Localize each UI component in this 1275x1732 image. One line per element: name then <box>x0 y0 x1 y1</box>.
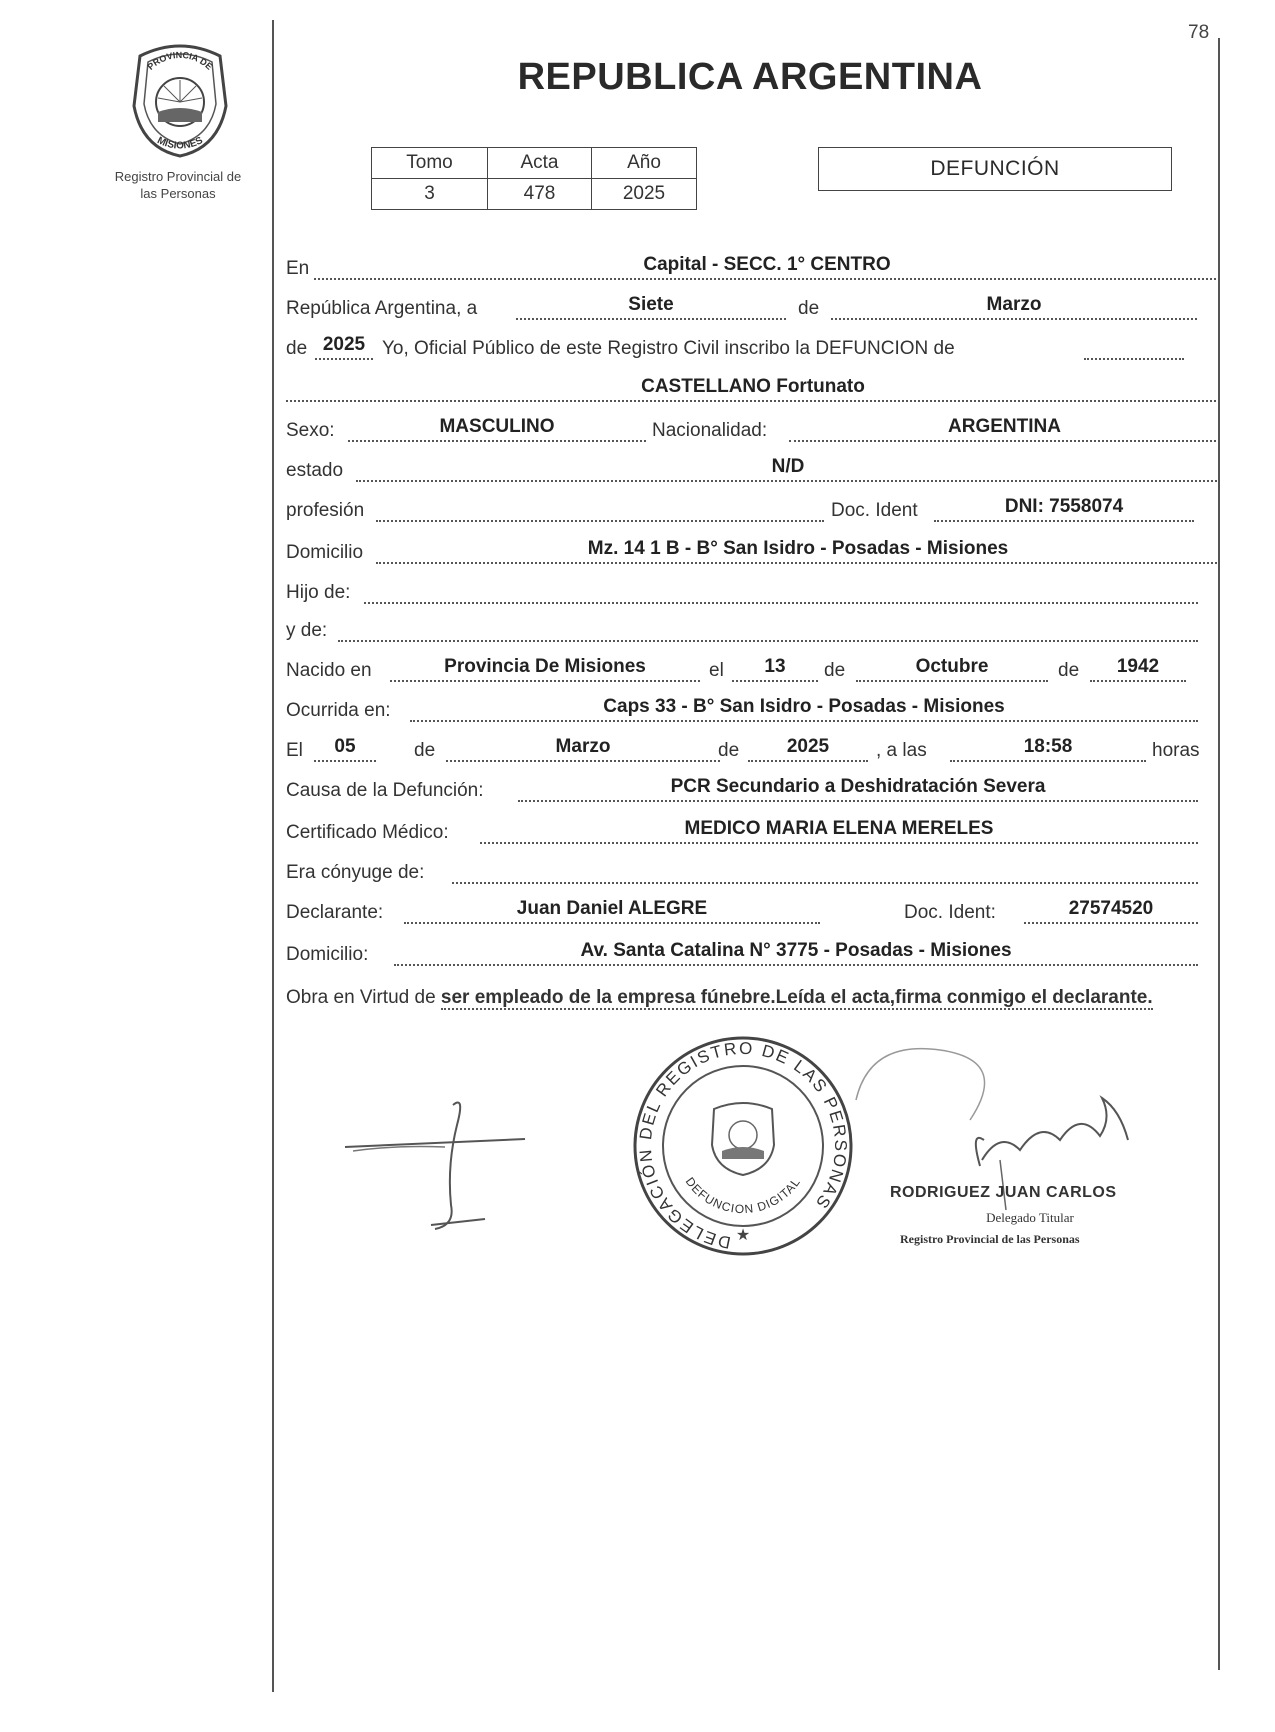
hijo-field <box>364 576 1198 604</box>
profesion-field <box>376 494 824 522</box>
yde-label: y de: <box>286 620 328 641</box>
domicilio-declarante-field: Av. Santa Catalina N° 3775 - Posadas - Misiones <box>394 938 1198 966</box>
profesion-label: profesión <box>286 500 365 521</box>
conyuge-field <box>452 856 1198 884</box>
official-role: Delegado Titular <box>986 1210 1074 1225</box>
anio-header: Año <box>592 148 697 179</box>
de-label: de <box>798 298 820 319</box>
nacionalidad-field: ARGENTINA <box>789 414 1220 442</box>
acta-header: Acta <box>488 148 592 179</box>
registry-label-line: Registro Provincial de <box>114 169 242 184</box>
row-causa <box>286 772 1220 808</box>
de-label: de <box>414 740 436 761</box>
republica-label: República Argentina, a <box>286 298 478 319</box>
nacido-anio-field: 1942 <box>1090 654 1186 682</box>
row-certificado <box>286 814 1220 850</box>
row-ocurrida <box>286 692 1220 728</box>
nacido-lugar-field: Provincia De Misiones <box>390 654 700 682</box>
declarante-doc-field: 27574520 <box>1024 896 1198 924</box>
book-reference-table <box>371 147 697 210</box>
doc-ident-label: Doc. Ident <box>831 500 918 521</box>
row-estado <box>286 452 1220 488</box>
def-hora-field: 18:58 <box>950 734 1146 762</box>
nacido-label: Nacido en <box>286 660 372 681</box>
de-label: de <box>824 660 846 681</box>
official-office: Registro Provincial de las Personas <box>900 1232 1080 1246</box>
de-anio-label: de <box>286 338 308 359</box>
emblem-text-top: PROVINCIA DE <box>145 49 215 72</box>
sexo-field: MASCULINO <box>348 414 646 442</box>
yde-field <box>338 614 1198 642</box>
row-conyuge <box>286 854 1220 890</box>
conyuge-label: Era cónyuge de: <box>286 862 425 883</box>
ocurrida-field: Caps 33 - B° San Isidro - Posadas - Misiones <box>410 694 1198 722</box>
registry-label <box>88 168 268 202</box>
row-declarante <box>286 894 1220 930</box>
declarante-field: Juan Daniel ALEGRE <box>404 896 820 924</box>
declarante-doc-label: Doc. Ident: <box>904 902 996 923</box>
de-label: de <box>1058 660 1080 681</box>
oficial-statement: Yo, Oficial Público de este Registro Civil inscribo la DEFUNCION de <box>382 338 955 359</box>
doc-ident-field: DNI: 7558074 <box>934 494 1194 522</box>
defuncion-de-field <box>1084 332 1184 360</box>
declarante-label: Declarante: <box>286 902 384 923</box>
row-en <box>286 250 1220 286</box>
tomo-header: Tomo <box>372 148 488 179</box>
nombre-field: CASTELLANO Fortunato <box>286 374 1220 402</box>
row-fecha-defuncion <box>286 732 1220 768</box>
row-yde <box>286 612 1220 648</box>
emblem-text-bottom: MISIONES <box>155 135 205 152</box>
row-profesion <box>286 492 1220 528</box>
de-label: de <box>718 740 740 761</box>
row-anio <box>286 330 1220 366</box>
registry-seal-icon <box>632 1035 854 1257</box>
domicilio-field: Mz. 14 1 B - B° San Isidro - Posadas - Misiones <box>376 536 1220 564</box>
seal-inner-text: DEFUNCION DIGITAL <box>682 1174 804 1217</box>
acta-value: 478 <box>488 179 592 210</box>
sexo-label: Sexo: <box>286 420 335 441</box>
anio-field: 2025 <box>315 332 373 360</box>
row-domicilio-declarante <box>286 936 1220 972</box>
page-title: REPUBLICA ARGENTINA <box>517 56 983 98</box>
alas-label: , a las <box>876 740 927 761</box>
mes-field: Marzo <box>831 292 1197 320</box>
certificado-field: MEDICO MARIA ELENA MERELES <box>480 816 1198 844</box>
seal-outer-text: DELEGACIÓN DEL REGISTRO DE LAS PERSONAS <box>635 1038 851 1253</box>
estado-label: estado <box>286 460 344 481</box>
svg-text:★: ★ <box>735 1227 751 1244</box>
certificado-label: Certificado Médico: <box>286 822 449 843</box>
horas-label: horas <box>1152 740 1200 761</box>
dia-field: Siete <box>516 292 786 320</box>
record-type-box: DEFUNCIÓN <box>818 147 1172 191</box>
ocurrida-label: Ocurrida en: <box>286 700 391 721</box>
anio-value: 2025 <box>592 179 697 210</box>
causa-field: PCR Secundario a Deshidratación Severa <box>518 774 1198 802</box>
tomo-value: 3 <box>372 179 488 210</box>
en-field: Capital - SECC. 1° CENTRO <box>314 252 1220 280</box>
def-dia-field: 05 <box>314 734 376 762</box>
domicilio-label: Domicilio <box>286 542 364 563</box>
def-mes-field: Marzo <box>446 734 720 762</box>
row-sexo <box>286 412 1220 448</box>
obra-en-virtud <box>286 982 1220 1014</box>
nacido-dia-field: 13 <box>732 654 818 682</box>
estado-field: N/D <box>356 454 1220 482</box>
official-name: RODRIGUEZ JUAN CARLOS <box>890 1184 1117 1201</box>
nacionalidad-label: Nacionalidad: <box>652 420 768 441</box>
obra-label: Obra en Virtud de <box>286 987 436 1008</box>
domicilio-declarante-label: Domicilio: <box>286 944 369 965</box>
el-label: El <box>286 740 303 761</box>
obra-field: ser empleado de la empresa fúnebre.Leída el acta,firma conmigo el declarante. <box>440 987 1153 1008</box>
row-hijo <box>286 574 1220 610</box>
en-label: En <box>286 258 310 279</box>
misiones-province-emblem-icon <box>118 36 242 160</box>
row-nombre <box>286 372 1220 408</box>
left-margin-line <box>272 20 274 1692</box>
declarant-signature-icon <box>335 1095 535 1245</box>
hijo-label: Hijo de: <box>286 582 351 603</box>
registry-label-line: las Personas <box>140 186 216 201</box>
row-nacido <box>286 652 1220 688</box>
def-anio-field: 2025 <box>748 734 868 762</box>
el-label: el <box>709 660 724 681</box>
causa-label: Causa de la Defunción: <box>286 780 484 801</box>
nacido-mes-field: Octubre <box>856 654 1048 682</box>
row-domicilio <box>286 534 1220 570</box>
page-number: 78 <box>1188 22 1210 43</box>
row-fecha <box>286 290 1220 326</box>
